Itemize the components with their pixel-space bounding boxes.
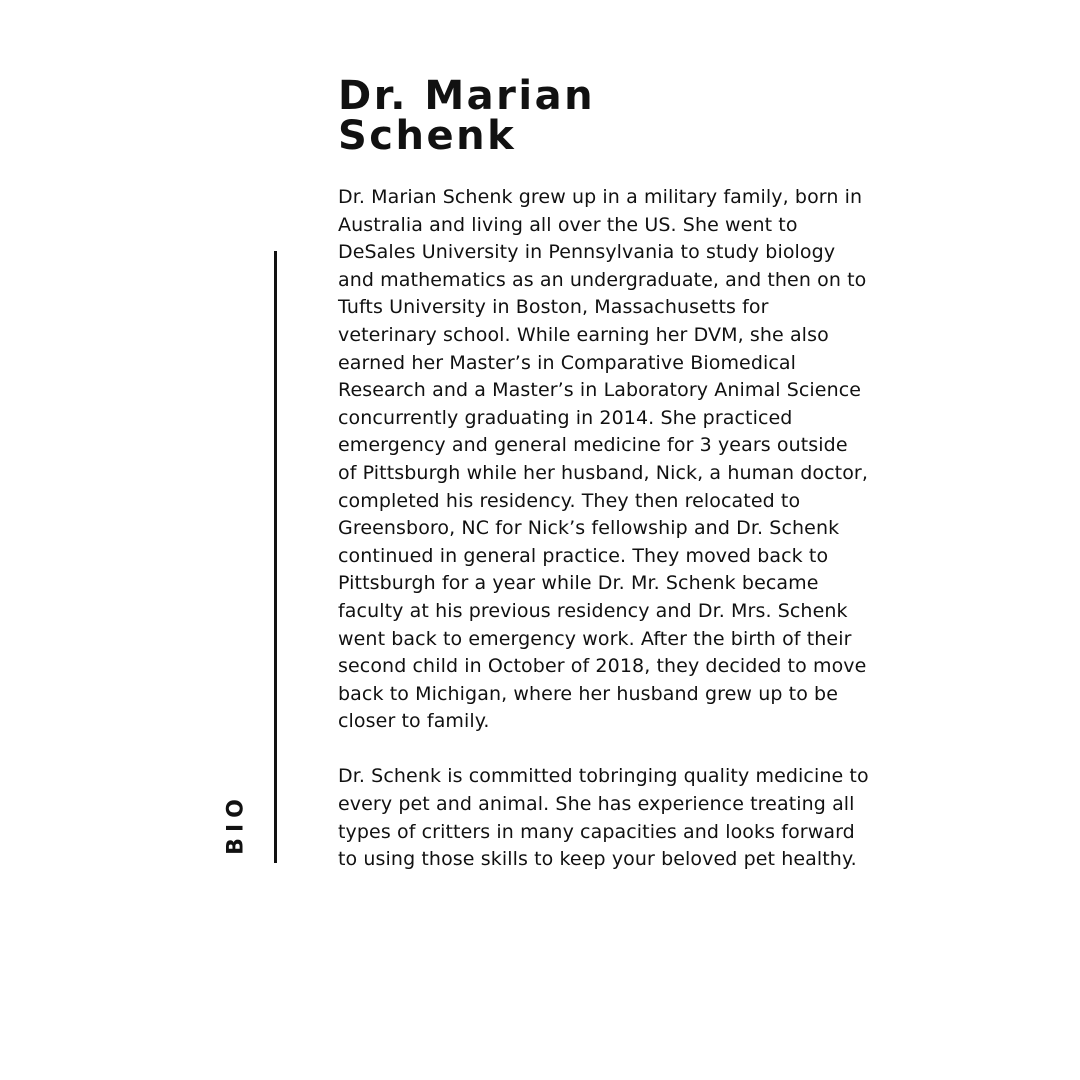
page-title [338, 73, 596, 159]
bio-paragraph-2 [338, 763, 928, 873]
bio-line: Dr. Marian Schenk grew up in a military family, born in [338, 186, 863, 208]
bio-line: concurrently graduating in 2014. She practiced [338, 406, 793, 429]
bio-line: veterinary school. While earning her DVM, she also [338, 323, 829, 346]
page-title-line: Dr. Marian [338, 73, 596, 119]
bio-line: to using those skills to keep your beloved pet healthy. [338, 848, 857, 871]
bio-paragraph-1 [338, 184, 928, 736]
bio-line: Dr. Schenk is committed tobringing quality medicine to [338, 765, 869, 788]
bio-line: back to Michigan, where her husband grew up to be [338, 682, 839, 705]
page-title-line: Schenk [338, 113, 517, 159]
bio-line: and mathematics as an undergraduate, and then on to [338, 268, 867, 291]
bio-line: Research and a Master’s in Laboratory Animal Science [338, 379, 862, 402]
bio-line: Australia and living all over the US. She went to [338, 213, 798, 236]
bio-line: earned her Master’s in Comparative Biomedical [338, 351, 797, 374]
bio-line: DeSales University in Pennsylvania to study biology [338, 241, 836, 264]
bio-line: of Pittsburgh while her husband, Nick, a human doctor, [338, 461, 868, 484]
bio-line: closer to family. [338, 710, 490, 733]
bio-line: emergency and general medicine for 3 years outside [338, 434, 848, 457]
bio-line: every pet and animal. She has experience treating all [338, 793, 855, 816]
vertical-divider [274, 251, 277, 863]
bio-text [338, 184, 928, 874]
bio-line: completed his residency. They then relocated to [338, 489, 801, 512]
bio-line: faculty at his previous residency and Dr. Mrs. Schenk [338, 599, 848, 622]
bio-line: continued in general practice. They moved back to [338, 544, 829, 567]
bio-line: went back to emergency work. After the birth of their [338, 627, 852, 650]
bio-line: Greensboro, NC for Nick’s fellowship and Dr. Schenk [338, 517, 840, 540]
bio-line: types of critters in many capacities and looks forward [338, 820, 855, 843]
bio-line: Pittsburgh for a year while Dr. Mr. Schenk became [338, 572, 819, 595]
bio-line: second child in October of 2018, they decided to move [338, 655, 867, 678]
bio-line: Tufts University in Boston, Massachusetts for [338, 296, 769, 319]
section-label-bio: BIO [223, 793, 249, 855]
